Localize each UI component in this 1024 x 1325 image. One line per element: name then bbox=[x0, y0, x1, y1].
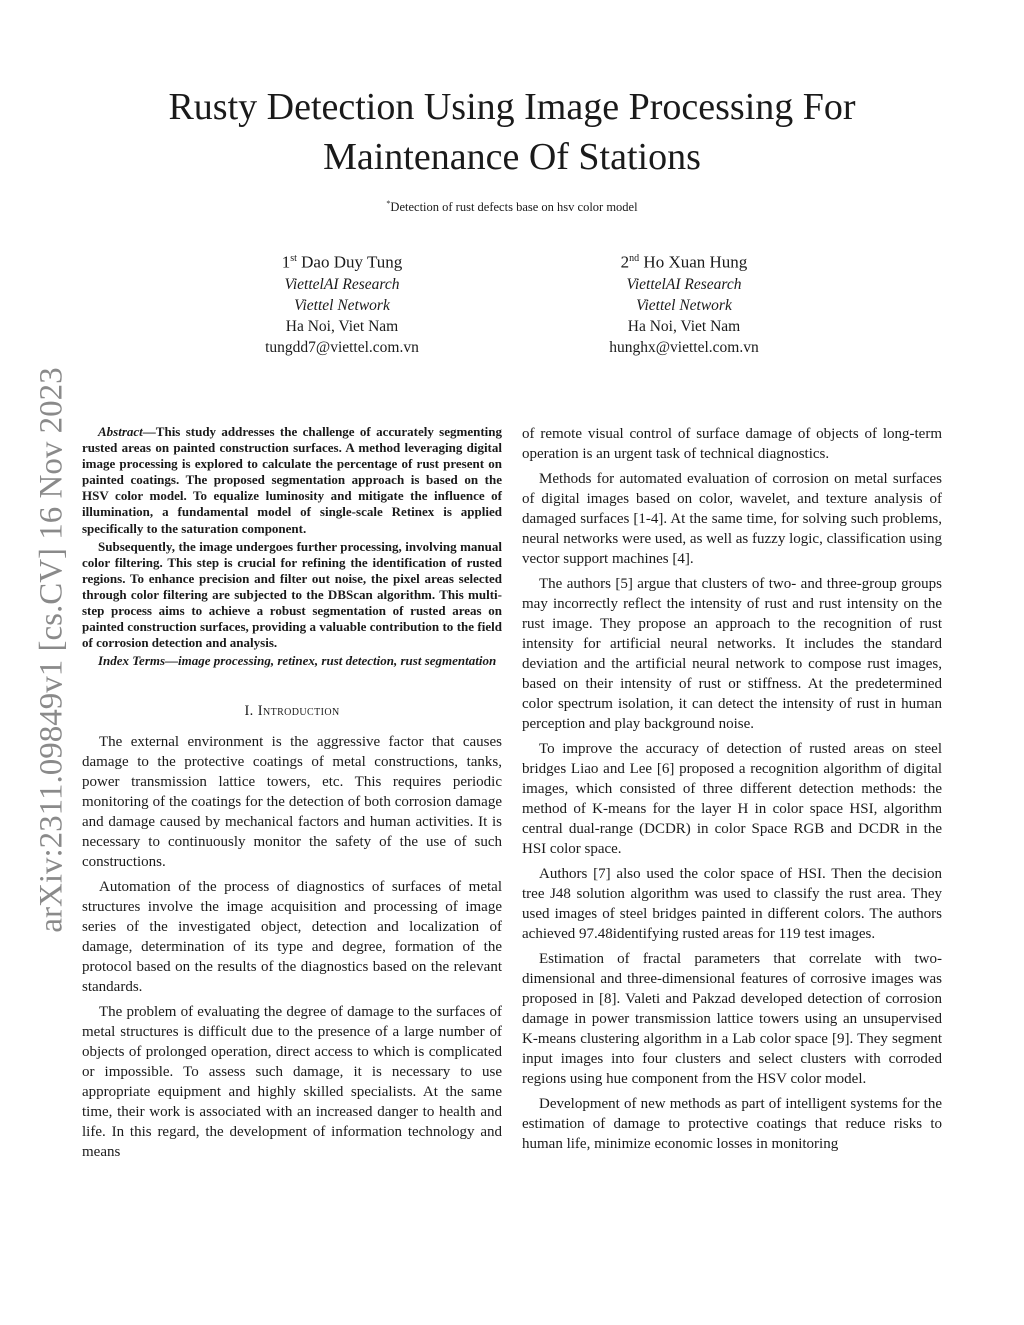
abstract-label: Abstract bbox=[98, 424, 143, 439]
arxiv-identifier: arXiv:2311.09849v1 [cs.CV] 16 Nov 2023 bbox=[33, 367, 70, 933]
paper-subtitle bbox=[0, 199, 1024, 215]
body-paragraph: Automation of the process of diagnostics of surfaces of metal structures involve the image acquisition and processing of image series of the investigated object, detection and localization of damage, determination of its type and degree, formation of the protocol based on the results of the diagnostics based on the relevant standards. bbox=[82, 879, 502, 996]
subtitle-footnote-mark: * bbox=[386, 199, 391, 208]
body-paragraph: To improve the accuracy of detection of rusted areas on steel bridges Liao and Lee [6] proposed a recognition algorithm of digital images, which consisted of three different detection methods: the method of K-means for the layer H in color space HSI, algorithm central dual-range (DCDR) in color Space RGB and DCDR in the HSI color space. bbox=[522, 741, 942, 857]
author-block-1 bbox=[192, 248, 492, 358]
subtitle-text: Detection of rust defects base on hsv color model bbox=[390, 200, 638, 215]
paper-title bbox=[100, 82, 924, 182]
author-block-2 bbox=[534, 248, 834, 358]
body-paragraph: The authors [5] argue that clusters of two- and three-group groups may incorrectly reflect the intensity of rust and rust intensity on the rust image. They propose an approach to the recognition of rust intensity for artificial neural networks. It includes the standard deviation and the artificial neural network to compose rust images, based on their intensity of rust or stiffness. At the predetermined color spectrum isolation, it can detect the intensity of rust in human perception and play background noise. bbox=[522, 576, 942, 732]
author-name: 2nd Ho Xuan Hung bbox=[620, 252, 748, 272]
author-organization: ViettelAI Research bbox=[284, 275, 400, 293]
abstract-paragraph-2: Subsequently, the image undergoes further processing, involving manual color filtering. This step is crucial for refining the identification of rusted regions. To enhance precision and filter out noise, the pixel areas selected through color filtering are subjected to the DBScan algorithm. This multi-step process aims to achieve a robust segmentation of rusted areas on painted construction surfaces, providing a valuable contribution to the field of corrosion detection and analysis. bbox=[82, 538, 502, 651]
abstract-paragraph-1: Abstract—This study addresses the challenge of accurately segmenting rusted areas on painted construction surfaces. A method leveraging digital image processing is explored to calculate the percentage of rust present on painted coatings. The proposed segmentation approach is based on the HSV color model. To equalize luminosity and mitigate the influence of illumination, a fundamental model of single-scale Retinex is applied specifically to the saturation component. bbox=[82, 424, 502, 536]
author-network: Viettel Network bbox=[636, 296, 732, 314]
author-network: Viettel Network bbox=[294, 296, 390, 314]
right-column bbox=[522, 424, 942, 1159]
left-column bbox=[82, 424, 502, 1167]
body-paragraph: Development of new methods as part of intelligent systems for the estimation of damage to protective coatings that reduce risks to human life, minimize economic losses in monitoring bbox=[522, 1096, 942, 1152]
body-paragraph: The external environment is the aggressive factor that causes damage to the protective coatings of metal constructions, tanks, power transmission lattice towers, etc. This requires periodic monitoring of the coatings for the detection of both corrosion damage and damage caused by mechanical factors and human activities. It is necessary to continuously monitor the safety of the use of such constructions. bbox=[82, 734, 502, 871]
section-heading-introduction: I. Introduction bbox=[244, 703, 340, 720]
body-paragraph: Methods for automated evaluation of corrosion on metal surfaces of digital images based on color, wavelet, and texture analysis of damaged surfaces [1-4]. At the same time, for solving such problems, neural networks were used, as well as fuzzy logic, classification using vector support machines [4]. bbox=[522, 471, 942, 567]
author-email: tungdd7@viettel.com.vn bbox=[265, 338, 419, 356]
title-line-1: Rusty Detection Using Image Processing For bbox=[168, 86, 856, 128]
author-email: hunghx@viettel.com.vn bbox=[609, 338, 759, 356]
author-organization: ViettelAI Research bbox=[626, 275, 742, 293]
author-city: Ha Noi, Viet Nam bbox=[627, 317, 741, 335]
body-paragraph: Estimation of fractal parameters that correlate with two-dimensional and three-dimensional features of corrosive images was proposed in [8]. Valeti and Pakzad developed detection of corrosion damage in power transmission lattice towers using an unsupervised K-means clustering algorithm in a Lab color space [9]. They segment input images into four clusters and select clusters with corroded regions using hue component from the HSV color model. bbox=[522, 951, 942, 1087]
index-terms: Index Terms—image processing, retinex, rust detection, rust segmentation bbox=[98, 653, 497, 669]
body-paragraph: The problem of evaluating the degree of damage to the surfaces of metal structures is difficult due to the presence of a large number of objects of prolonged operation, direct access to which is complicated or impossible. To assess such damage, it is necessary to use appropriate equipment and highly skilled specialists. At the same time, their work is associated with an increased danger to health and life. In this regard, the development of information technology and means bbox=[82, 1004, 502, 1161]
body-paragraph: of remote visual control of surface damage of objects of long-term operation is an urgent task of technical diagnostics. bbox=[522, 426, 942, 462]
author-city: Ha Noi, Viet Nam bbox=[285, 317, 399, 335]
title-line-2: Maintenance Of Stations bbox=[323, 136, 701, 178]
author-name: 1st Dao Duy Tung bbox=[281, 252, 403, 272]
body-paragraph: Authors [7] also used the color space of HSI. Then the decision tree J48 solution algorithm was used to classify the rust area. They used images of steel bridges painted in different colors. The authors achieved 97.48identifying rusted areas for 119 test images. bbox=[522, 866, 942, 942]
